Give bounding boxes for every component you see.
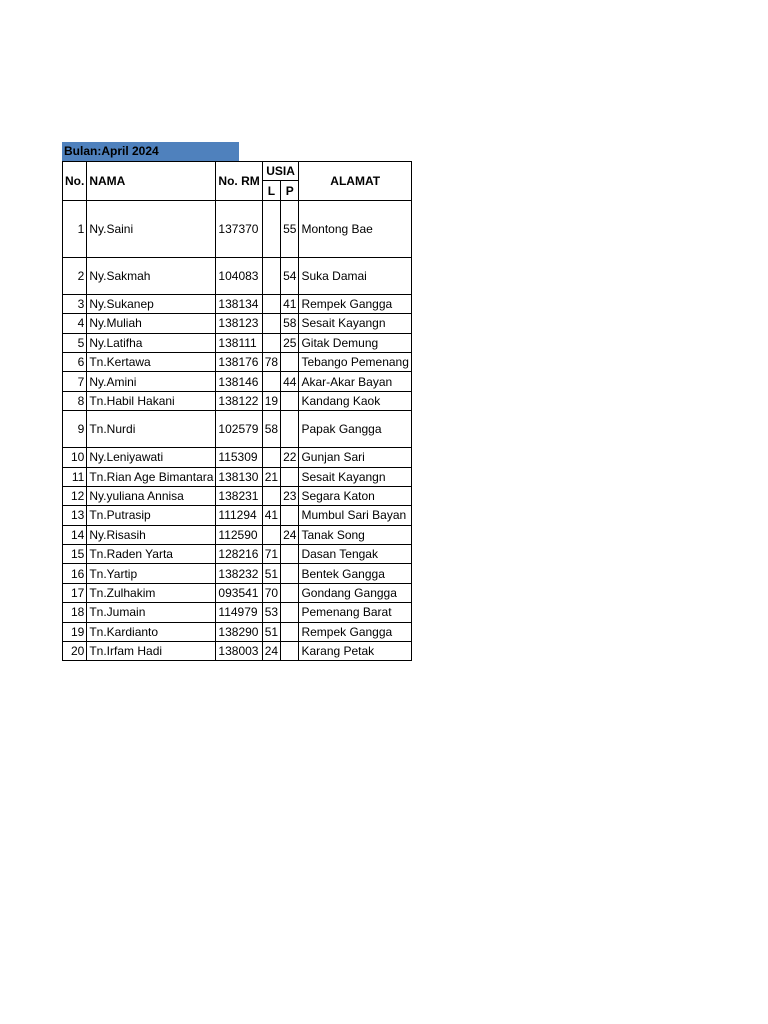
table-row: [63, 333, 412, 352]
cell-no-rm: 104083: [216, 257, 262, 294]
table-row: [63, 506, 412, 525]
header-no-rm: No. RM: [216, 162, 262, 201]
cell-no-rm: 138003: [216, 642, 262, 661]
cell-alamat: Papak Gangga: [299, 411, 411, 448]
cell-no-rm: 102579: [216, 411, 262, 448]
cell-no: 20: [63, 642, 87, 661]
cell-no-rm: 138290: [216, 622, 262, 641]
cell-nama: Tn.Zulhakim: [87, 583, 216, 602]
cell-nama: Tn.Kardianto: [87, 622, 216, 641]
cell-usia-l: [262, 314, 280, 333]
cell-nama: Tn.Raden Yarta: [87, 545, 216, 564]
cell-usia-p: [281, 506, 299, 525]
cell-usia-l: 53: [262, 603, 280, 622]
cell-no-rm: 138231: [216, 486, 262, 505]
table-row: [63, 583, 412, 602]
cell-nama: Ny.Risasih: [87, 525, 216, 544]
cell-usia-p: [281, 564, 299, 583]
cell-no: 3: [63, 294, 87, 313]
table-row: [63, 525, 412, 544]
cell-no: 14: [63, 525, 87, 544]
table-row: [63, 448, 412, 467]
cell-usia-l: 24: [262, 642, 280, 661]
cell-alamat: Bentek Gangga: [299, 564, 411, 583]
cell-usia-l: 70: [262, 583, 280, 602]
cell-usia-l: [262, 257, 280, 294]
cell-no-rm: 138111: [216, 333, 262, 352]
cell-alamat: Sesait Kayangn: [299, 467, 411, 486]
cell-alamat: Karang Petak: [299, 642, 411, 661]
header-alamat: ALAMAT: [299, 162, 411, 201]
cell-usia-l: [262, 200, 280, 257]
cell-usia-l: [262, 294, 280, 313]
cell-no: 19: [63, 622, 87, 641]
cell-usia-p: [281, 583, 299, 602]
cell-usia-p: 22: [281, 448, 299, 467]
cell-nama: Tn.Kertawa: [87, 352, 216, 371]
header-nama: NAMA: [87, 162, 216, 201]
cell-alamat: Tebango Pemenang: [299, 352, 411, 371]
cell-usia-l: [262, 486, 280, 505]
table-row: [63, 545, 412, 564]
cell-no-rm: 138232: [216, 564, 262, 583]
cell-alamat: Dasan Tengak: [299, 545, 411, 564]
cell-nama: Ny.Saini: [87, 200, 216, 257]
cell-nama: Tn.Putrasip: [87, 506, 216, 525]
cell-alamat: Gunjan Sari: [299, 448, 411, 467]
header-no: No.: [63, 162, 87, 201]
cell-nama: Ny.Leniyawati: [87, 448, 216, 467]
table-row: [63, 603, 412, 622]
cell-no: 8: [63, 391, 87, 410]
cell-no: 17: [63, 583, 87, 602]
cell-no: 15: [63, 545, 87, 564]
cell-no: 1: [63, 200, 87, 257]
cell-nama: Ny.Latifha: [87, 333, 216, 352]
table-row: [63, 314, 412, 333]
cell-usia-p: 24: [281, 525, 299, 544]
table-row: [63, 257, 412, 294]
table-body: [63, 200, 412, 661]
cell-usia-l: 21: [262, 467, 280, 486]
cell-no-rm: 112590: [216, 525, 262, 544]
cell-no: 11: [63, 467, 87, 486]
cell-no-rm: 138123: [216, 314, 262, 333]
cell-no: 12: [63, 486, 87, 505]
cell-no-rm: 138146: [216, 372, 262, 391]
cell-usia-p: [281, 391, 299, 410]
header-row: [63, 162, 412, 181]
cell-nama: Tn.Rian Age Bimantara: [87, 467, 216, 486]
cell-usia-p: [281, 411, 299, 448]
header-usia: USIA: [262, 162, 299, 181]
cell-usia-l: 51: [262, 564, 280, 583]
table-row: [63, 622, 412, 641]
cell-alamat: Suka Damai: [299, 257, 411, 294]
cell-usia-l: 41: [262, 506, 280, 525]
cell-no: 10: [63, 448, 87, 467]
cell-usia-p: 41: [281, 294, 299, 313]
cell-usia-p: 54: [281, 257, 299, 294]
cell-nama: Tn.Jumain: [87, 603, 216, 622]
cell-alamat: Mumbul Sari Bayan: [299, 506, 411, 525]
cell-nama: Ny.yuliana Annisa: [87, 486, 216, 505]
cell-no-rm: 138122: [216, 391, 262, 410]
cell-no: 18: [63, 603, 87, 622]
month-label: Bulan:April 2024: [62, 142, 239, 161]
cell-usia-p: 55: [281, 200, 299, 257]
cell-alamat: Gitak Demung: [299, 333, 411, 352]
cell-no: 16: [63, 564, 87, 583]
cell-nama: Ny.Sakmah: [87, 257, 216, 294]
cell-usia-l: 78: [262, 352, 280, 371]
cell-alamat: Rempek Gangga: [299, 622, 411, 641]
cell-usia-l: [262, 448, 280, 467]
cell-no: 4: [63, 314, 87, 333]
cell-no-rm: 111294: [216, 506, 262, 525]
cell-no: 7: [63, 372, 87, 391]
table-row: [63, 467, 412, 486]
cell-alamat: Gondang Gangga: [299, 583, 411, 602]
header-l: L: [262, 181, 280, 200]
cell-nama: Tn.Irfam Hadi: [87, 642, 216, 661]
cell-alamat: Akar-Akar Bayan: [299, 372, 411, 391]
table-row: [63, 372, 412, 391]
cell-no-rm: 138130: [216, 467, 262, 486]
cell-usia-p: [281, 622, 299, 641]
table-row: [63, 564, 412, 583]
cell-no-rm: 114979: [216, 603, 262, 622]
cell-no-rm: 138176: [216, 352, 262, 371]
cell-nama: Ny.Muliah: [87, 314, 216, 333]
cell-usia-l: 51: [262, 622, 280, 641]
cell-no: 6: [63, 352, 87, 371]
cell-no: 5: [63, 333, 87, 352]
cell-no: 13: [63, 506, 87, 525]
cell-usia-l: 58: [262, 411, 280, 448]
cell-usia-p: 58: [281, 314, 299, 333]
cell-nama: Ny.Amini: [87, 372, 216, 391]
header-p: P: [281, 181, 299, 200]
cell-usia-p: [281, 603, 299, 622]
table-row: [63, 411, 412, 448]
table-row: [63, 486, 412, 505]
cell-usia-p: [281, 545, 299, 564]
cell-nama: Tn.Habil Hakani: [87, 391, 216, 410]
patient-table: [62, 161, 412, 661]
cell-no-rm: 138134: [216, 294, 262, 313]
cell-usia-l: 71: [262, 545, 280, 564]
cell-nama: Ny.Sukanep: [87, 294, 216, 313]
cell-usia-p: [281, 467, 299, 486]
table-row: [63, 200, 412, 257]
table-row: [63, 642, 412, 661]
cell-usia-l: 19: [262, 391, 280, 410]
cell-alamat: Segara Katon: [299, 486, 411, 505]
cell-no: 2: [63, 257, 87, 294]
cell-alamat: Sesait Kayangn: [299, 314, 411, 333]
cell-no-rm: 137370: [216, 200, 262, 257]
table-row: [63, 391, 412, 410]
cell-usia-p: [281, 642, 299, 661]
cell-usia-l: [262, 333, 280, 352]
cell-alamat: Pemenang Barat: [299, 603, 411, 622]
cell-usia-l: [262, 372, 280, 391]
cell-no: 9: [63, 411, 87, 448]
cell-alamat: Tanak Song: [299, 525, 411, 544]
cell-no-rm: 115309: [216, 448, 262, 467]
table-row: [63, 352, 412, 371]
cell-usia-p: 44: [281, 372, 299, 391]
cell-alamat: Rempek Gangga: [299, 294, 411, 313]
cell-nama: Tn.Yartip: [87, 564, 216, 583]
cell-alamat: Kandang Kaok: [299, 391, 411, 410]
cell-usia-l: [262, 525, 280, 544]
cell-alamat: Montong Bae: [299, 200, 411, 257]
cell-no-rm: 093541: [216, 583, 262, 602]
cell-usia-p: [281, 352, 299, 371]
table-row: [63, 294, 412, 313]
cell-usia-p: 25: [281, 333, 299, 352]
cell-usia-p: 23: [281, 486, 299, 505]
cell-nama: Tn.Nurdi: [87, 411, 216, 448]
cell-no-rm: 128216: [216, 545, 262, 564]
